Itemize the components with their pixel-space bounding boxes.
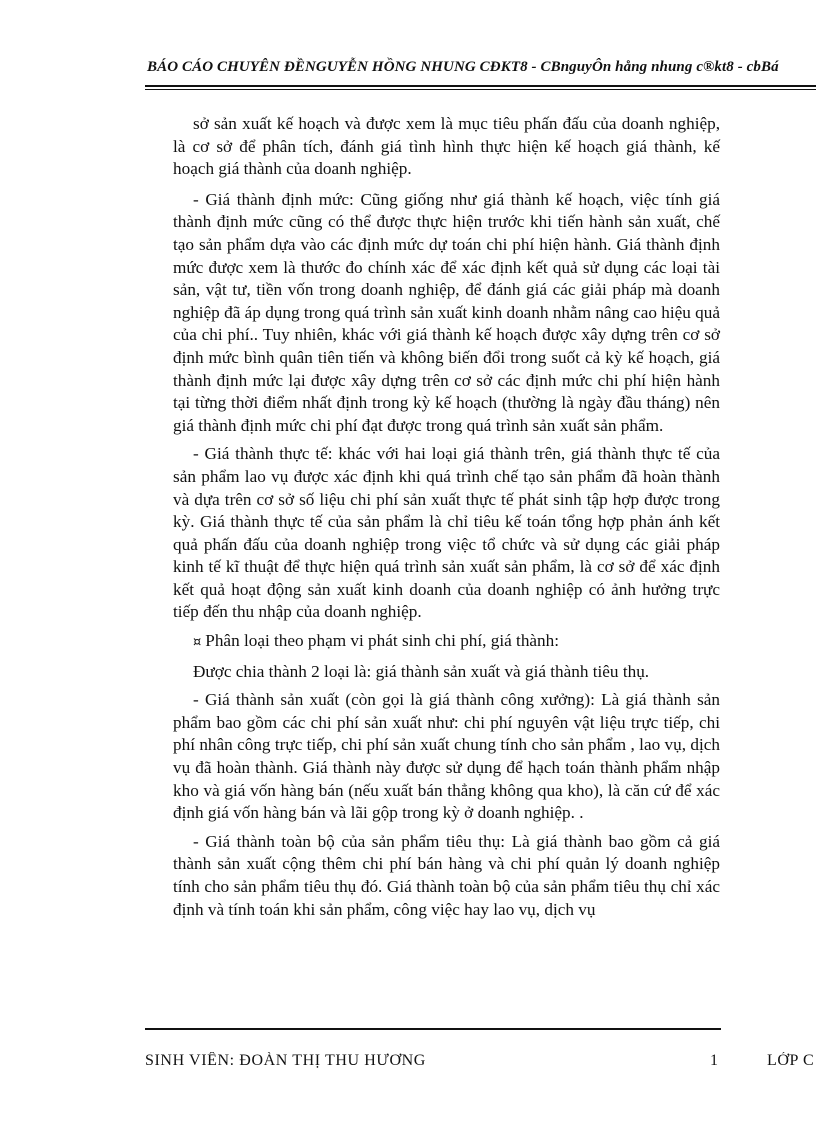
paragraph-total-cost: - Giá thành toàn bộ của sản phẩm tiêu thụ: Là giá thành bao gồm cả giá thành sản xuất cộng thêm chi phí bán hàng và chi phí quản lý doanh nghiệp tính cho sản phẩm tiêu thụ đó. Giá thành toàn bộ của sản phẩm tiêu thụ chỉ xác định và tính toán khi sản phẩm, công việc hay lao vụ, dịch vụ xyxy=(173,831,720,919)
paragraph-standard-cost: - Giá thành định mức: Cũng giống như giá thành kế hoạch, việc tính giá thành định mức cũng có thể được thực hiện trước khi tiến hành sản xuất, chế tạo sản phẩm dựa vào các định mức dự toán chi phí hiện hành. Giá thành định mức được xem là thước đo chính xác để xác định kết quả sử dụng các loại tài sản, vật tư, tiền vốn trong doanh nghiệp, để đánh giá các giải pháp mà doanh nghiệp đã áp dụng trong quá trình sản xuất kinh doanh nhằm nâng cao hiệu quả của chi phí.. Tuy nhiên, khác với giá thành kế hoạch được xây dựng trên cơ sở định mức bình quân tiên tiến và không biến đổi trong suốt cả kỳ kế hoạch, giá thành định mức lại được xây dựng trên cơ sở các định mức chi phí hiện hành tại từng thời điểm nhất định trong kỳ kế hoạch (thường là ngày đầu tháng) nên giá thành định mức chi phí đạt được trong quá trình sản xuất sản phẩm. xyxy=(173,189,720,435)
document-body xyxy=(173,113,720,927)
bullet-icon: ¤ xyxy=(193,635,202,651)
page-number: 1 xyxy=(710,1052,719,1069)
paragraph-classification: Được chia thành 2 loại là: giá thành sản xuất và giá thành tiêu thụ. xyxy=(193,661,650,681)
header-title: BÁO CÁO CHUYÊN ĐỀNGUYỄN HỒNG NHUNG CĐKT8 - CBnguyÔn hång nhung c®kt8 - cbBá xyxy=(147,59,779,75)
header-rule xyxy=(145,85,816,87)
paragraph-continuation: sở sản xuất kế hoạch và được xem là mục tiêu phấn đấu của doanh nghiệp, là cơ sở để phân tích, đánh giá tình hình thực hiện kế hoạch giá thành, kế hoạch giá thành của doanh nghiệp. xyxy=(173,114,720,179)
paragraph-production-cost: - Giá thành sản xuất (còn gọi là giá thành công xưởng): Là giá thành sản phẩm bao gồm các chi phí sản xuất như: chi phí nguyên vật liệu trực tiếp, chi phí nhân công trực tiếp, chi phí sản xuất chung tính cho sản phẩm , lao vụ, dịch vụ đã hoàn thành. Giá thành này được sử dụng để hạch toán thành phẩm nhập kho và giá vốn hàng bán (nếu xuất bán thẳng không qua kho), là căn cứ để xác định giá vốn hàng bán và lãi gộp trong kỳ ở doanh nghiệp. . xyxy=(173,690,720,823)
header-rule-thin xyxy=(145,89,816,90)
footer-class-label: LỚP C xyxy=(767,1052,815,1069)
bullet-heading-text: Phân loại theo phạm vi phát sinh chi phí, giá thành: xyxy=(205,631,560,651)
bullet-heading xyxy=(173,630,720,655)
footer-student-name: SINH VIÊN: ĐOÀN THỊ THU HƯƠNG xyxy=(145,1052,426,1069)
page-footer xyxy=(145,1052,816,1076)
page-header xyxy=(145,55,816,85)
footer-rule xyxy=(145,1028,721,1030)
paragraph-actual-cost: - Giá thành thực tế: khác với hai loại giá thành trên, giá thành thực tế của sản phẩm lao vụ được xác định khi quá trình chế tạo sản phẩm đã hoàn thành và dựa trên cơ sở số liệu chi phí sản xuất thực tế phát sinh tập hợp được trong kỳ. Giá thành thực tế của sản phẩm là chỉ tiêu kế toán tổng hợp phản ánh kết quả phấn đấu của doanh nghiệp trong việc tổ chức và sử dụng các giải pháp kinh tế kĩ thuật để thực hiện quá trình sản xuất sản phẩm, là cơ sở để xác định kết quả hoạt động sản xuất kinh doanh của doanh nghiệp có ảnh hưởng trực tiếp đến thu nhập của doanh nghiệp. xyxy=(173,444,720,622)
